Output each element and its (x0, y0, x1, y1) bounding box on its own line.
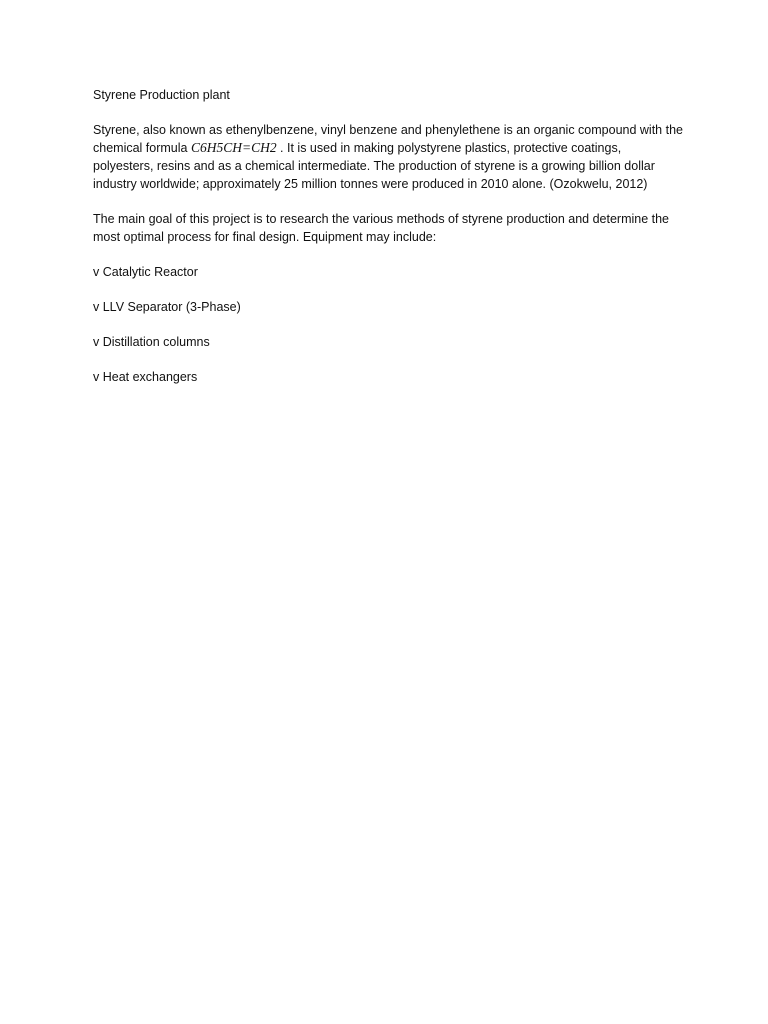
document-body (93, 86, 683, 403)
equipment-item-catalytic-reactor: v Catalytic Reactor (93, 265, 198, 279)
intro-text-start: Styrene, also known as ethenylbenzene, vinyl benzene and phenylethene is an organic compound with the chemical formula (93, 123, 683, 155)
goal-paragraph: The main goal of this project is to research the various methods of styrene production and determine the most optimal process for final design. Equipment may include: (93, 212, 670, 244)
document-title: Styrene Production plant (93, 88, 230, 102)
chemical-formula: C6H5CH=CH2 (190, 140, 277, 155)
equipment-item-llv-separator: v LLV Separator (3-Phase) (93, 300, 241, 314)
intro-text-end: . It is used in making polystyrene plastics, protective coatings, polyesters, resins and as a chemical intermediate. The production of styrene is a growing billion dollar industry worldwide; approximately 25 million tonnes were produced in 2010 alone. (Ozokwelu, 2012) (93, 141, 655, 191)
equipment-item-heat-exchangers: v Heat exchangers (93, 370, 198, 384)
equipment-item-distillation-columns: v Distillation columns (93, 335, 210, 349)
intro-paragraph (93, 121, 683, 193)
